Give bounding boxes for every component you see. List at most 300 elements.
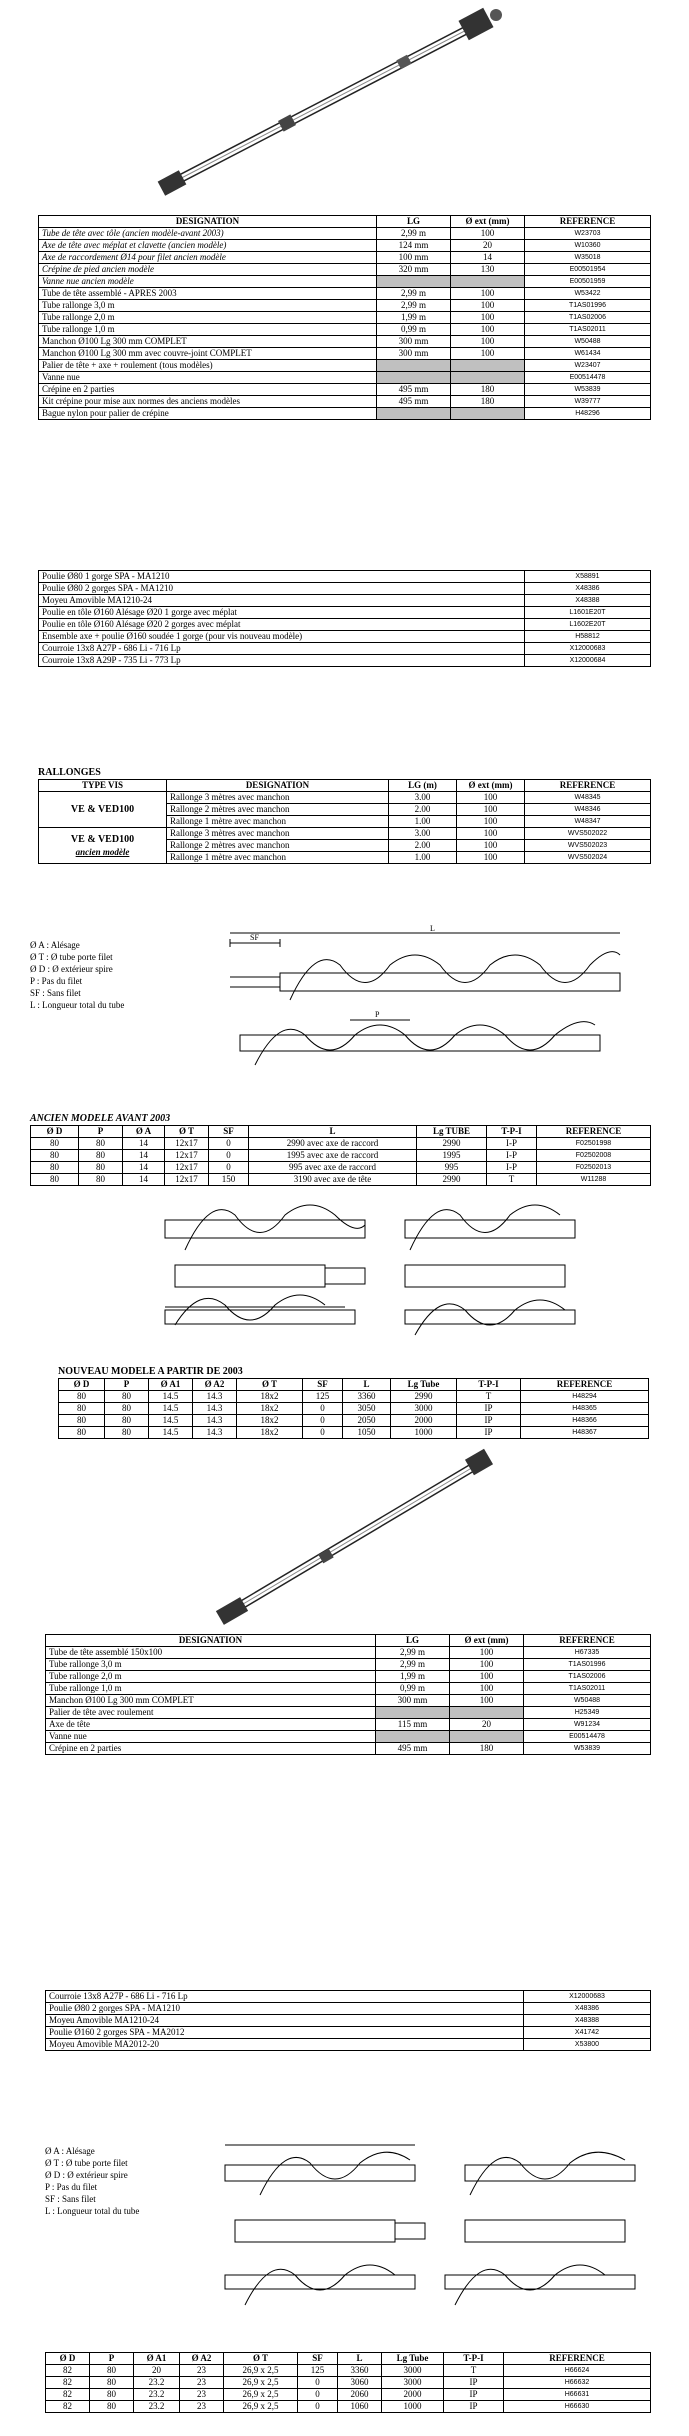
cell: 1.00 <box>389 816 457 828</box>
cell: 82 <box>46 2365 90 2377</box>
col-header: T-P-I <box>457 1379 521 1391</box>
col-header: Lg Tube <box>382 2353 444 2365</box>
table-row <box>39 252 651 264</box>
cell: 12x17 <box>165 1138 209 1150</box>
col-header: P <box>90 2353 134 2365</box>
cell: 14 <box>123 1162 165 1174</box>
lg-cell: 320 mm <box>377 264 451 276</box>
reference-cell: X12000683 <box>525 643 651 655</box>
cell: 3360 <box>338 2365 382 2377</box>
reference-cell: W53839 <box>525 384 651 396</box>
lg-cell: 2,99 m <box>376 1647 450 1659</box>
cell: W48347 <box>525 816 651 828</box>
table-row <box>46 2377 651 2389</box>
table-row <box>39 384 651 396</box>
legend-item: Ø A : Alésage <box>30 940 80 950</box>
designation-cell: Moyeu Amovible MA1210-24 <box>39 595 525 607</box>
ext-cell: 130 <box>451 264 525 276</box>
rallonges-table <box>38 779 651 864</box>
cell: 2.00 <box>389 840 457 852</box>
cell: 23 <box>180 2389 224 2401</box>
col-header: Ø A <box>123 1126 165 1138</box>
cell: 14.5 <box>149 1415 193 1427</box>
col-reference: REFERENCE <box>525 216 651 228</box>
cell: IP <box>457 1403 521 1415</box>
ancien-modele-table <box>30 1125 651 1186</box>
legend-item: P : Pas du filet <box>30 976 83 986</box>
cell: 3050 <box>343 1403 391 1415</box>
cell: 80 <box>79 1174 123 1186</box>
cell: 14.3 <box>193 1391 237 1403</box>
cell: 14 <box>123 1150 165 1162</box>
cell: W11288 <box>537 1174 651 1186</box>
legend-item: Ø D : Ø extérieur spire <box>30 964 113 974</box>
table-row <box>39 792 651 804</box>
cell: Rallonge 1 mètre avec manchon <box>167 816 389 828</box>
designation-cell: Tube rallonge 3,0 m <box>46 1659 376 1671</box>
reference-cell: W39777 <box>525 396 651 408</box>
designation-cell: Crépine de pied ancien modèle <box>39 264 377 276</box>
reference-cell: H48296 <box>525 408 651 420</box>
table-row <box>46 1659 651 1671</box>
table-row <box>39 348 651 360</box>
legend-item: Ø A : Alésage <box>45 2146 95 2156</box>
col-header: SF <box>209 1126 249 1138</box>
lg-cell: 300 mm <box>376 1695 450 1707</box>
table-row <box>46 2003 651 2015</box>
table-row <box>39 288 651 300</box>
reference-cell: W50488 <box>524 1695 651 1707</box>
cell: Rallonge 2 mètres avec manchon <box>167 840 389 852</box>
type-vis-label: VE & VED100 <box>70 833 135 845</box>
cell: IP <box>444 2401 504 2413</box>
table-row <box>39 631 651 643</box>
col-header: P <box>79 1126 123 1138</box>
cell: 0 <box>303 1403 343 1415</box>
lg-cell <box>377 372 451 384</box>
type-vis-cell <box>39 828 167 864</box>
designation-cell: Moyeu Amovible MA1210-24 <box>46 2015 524 2027</box>
ext-cell: 100 <box>451 348 525 360</box>
cell: 80 <box>90 2401 134 2413</box>
auger-illustration-mid <box>210 1445 510 1630</box>
ext-cell <box>451 360 525 372</box>
label-p: P <box>375 1010 380 1019</box>
lg-cell: 2,99 m <box>377 288 451 300</box>
cell: Rallonge 1 mètre avec manchon <box>167 852 389 864</box>
col-ext: Ø ext (mm) <box>457 780 525 792</box>
col-header: SF <box>298 2353 338 2365</box>
designation-cell: Vanne nue <box>39 372 377 384</box>
designation-cell: Courroie 13x8 A27P - 686 Li - 716 Lp <box>46 1991 524 2003</box>
col-header: Ø D <box>46 2353 90 2365</box>
cell: 2990 <box>417 1138 487 1150</box>
reference-cell: X41742 <box>524 2027 651 2039</box>
cell: 0 <box>209 1150 249 1162</box>
cell: 2990 <box>391 1391 457 1403</box>
cell: H48366 <box>521 1415 649 1427</box>
screw-drawing-3 <box>215 2135 650 2340</box>
cell: 14.3 <box>193 1403 237 1415</box>
table-row <box>39 396 651 408</box>
cell: F02501998 <box>537 1138 651 1150</box>
cell: 82 <box>46 2401 90 2413</box>
table-row <box>39 240 651 252</box>
reference-cell: W50488 <box>525 336 651 348</box>
designation-cell: Tube rallonge 2,0 m <box>39 312 377 324</box>
lg-cell: 2,99 m <box>377 300 451 312</box>
table-header-row <box>39 216 651 228</box>
cell: W48346 <box>525 804 651 816</box>
reference-cell: E00514478 <box>524 1731 651 1743</box>
reference-cell: T1AS02006 <box>525 312 651 324</box>
cell: H66624 <box>504 2365 651 2377</box>
cell: 80 <box>59 1391 105 1403</box>
col-header: Ø A1 <box>134 2353 180 2365</box>
cell: 2050 <box>343 1415 391 1427</box>
table-row <box>59 1415 649 1427</box>
reference-cell: E00501954 <box>525 264 651 276</box>
cell: 1060 <box>338 2401 382 2413</box>
cell: 14.3 <box>193 1415 237 1427</box>
cell: 14 <box>123 1174 165 1186</box>
legend-2 <box>45 2145 139 2217</box>
cell: 26,9 x 2,5 <box>224 2377 298 2389</box>
col-header: REFERENCE <box>504 2353 651 2365</box>
ext-cell: 100 <box>451 312 525 324</box>
designation-cell: Palier de tête avec roulement <box>46 1707 376 1719</box>
table-row <box>39 300 651 312</box>
reference-cell: W23407 <box>525 360 651 372</box>
cell: 12x17 <box>165 1162 209 1174</box>
col-type-vis: TYPE VIS <box>39 780 167 792</box>
cell: I-P <box>487 1138 537 1150</box>
ext-cell: 100 <box>451 300 525 312</box>
cell: F02502008 <box>537 1150 651 1162</box>
col-header: REFERENCE <box>537 1126 651 1138</box>
ext-cell: 180 <box>450 1743 524 1755</box>
designation-cell: Tube de tête avec tôle (ancien modèle-avant 2003) <box>39 228 377 240</box>
designation-cell: Poulie en tôle Ø160 Alésage Ø20 2 gorges avec méplat <box>39 619 525 631</box>
lg-cell: 124 mm <box>377 240 451 252</box>
nouveau-title: NOUVEAU MODELE A PARTIR DE 2003 <box>58 1366 243 1377</box>
ext-cell <box>450 1731 524 1743</box>
cell: 80 <box>59 1415 105 1427</box>
cell: 80 <box>79 1162 123 1174</box>
lg-cell: 300 mm <box>377 348 451 360</box>
reference-cell: X48388 <box>524 2015 651 2027</box>
cell: 23.2 <box>134 2389 180 2401</box>
table-row <box>46 1683 651 1695</box>
cell: 100 <box>457 792 525 804</box>
legend-item: Ø T : Ø tube porte filet <box>30 952 113 962</box>
col-designation: DESIGNATION <box>167 780 389 792</box>
col-designation: DESIGNATION <box>39 216 377 228</box>
cell: 3190 avec axe de tête <box>249 1174 417 1186</box>
table-row <box>46 2039 651 2051</box>
cell: 80 <box>90 2389 134 2401</box>
table-row <box>39 595 651 607</box>
cell: F02502013 <box>537 1162 651 1174</box>
reference-cell: W53422 <box>525 288 651 300</box>
cell: 26,9 x 2,5 <box>224 2389 298 2401</box>
screw-drawing-2 <box>155 1195 595 1360</box>
cell: T <box>457 1391 521 1403</box>
cell: 1000 <box>382 2401 444 2413</box>
ext-cell <box>451 276 525 288</box>
table-row <box>39 643 651 655</box>
legend-item: SF : Sans filet <box>30 988 81 998</box>
cell: 100 <box>457 804 525 816</box>
cell: 82 <box>46 2377 90 2389</box>
cell: 0 <box>209 1138 249 1150</box>
lg-cell: 1,99 m <box>377 312 451 324</box>
cell: 20 <box>134 2365 180 2377</box>
designation-cell: Poulie en tôle Ø160 Alésage Ø20 1 gorge avec méplat <box>39 607 525 619</box>
cell: 3060 <box>338 2377 382 2389</box>
designation-cell: Tube rallonge 1,0 m <box>39 324 377 336</box>
ext-cell: 180 <box>451 396 525 408</box>
legend-1 <box>30 939 124 1011</box>
table-row <box>46 2027 651 2039</box>
designation-cell: Crépine en 2 parties <box>46 1743 376 1755</box>
table-header-row <box>31 1126 651 1138</box>
ancien-title: ANCIEN MODELE AVANT 2003 <box>30 1113 171 1124</box>
parts-table-new-model <box>45 1634 651 1755</box>
reference-cell: T1AS01996 <box>524 1659 651 1671</box>
cell: 23 <box>180 2377 224 2389</box>
cell: WVS502024 <box>525 852 651 864</box>
cell: 1995 <box>417 1150 487 1162</box>
cell: 3.00 <box>389 792 457 804</box>
final-screw-table <box>45 2352 651 2413</box>
pulley-belt-table-2 <box>45 1990 651 2051</box>
cell: 2.00 <box>389 804 457 816</box>
cell: 80 <box>105 1403 149 1415</box>
col-header: Ø A1 <box>149 1379 193 1391</box>
lg-cell <box>376 1731 450 1743</box>
lg-cell: 2,99 m <box>377 228 451 240</box>
cell: 18x2 <box>237 1415 303 1427</box>
lg-cell: 115 mm <box>376 1719 450 1731</box>
cell: 0 <box>303 1415 343 1427</box>
cell: 23 <box>180 2365 224 2377</box>
table-row <box>39 324 651 336</box>
cell: 80 <box>31 1174 79 1186</box>
cell: 80 <box>105 1415 149 1427</box>
lg-cell: 495 mm <box>376 1743 450 1755</box>
cell: 80 <box>31 1150 79 1162</box>
cell: 2000 <box>382 2389 444 2401</box>
cell: 80 <box>90 2377 134 2389</box>
cell: 3360 <box>343 1391 391 1403</box>
reference-cell: H67335 <box>524 1647 651 1659</box>
cell: 80 <box>79 1150 123 1162</box>
cell: WVS502023 <box>525 840 651 852</box>
reference-cell: T1AS02011 <box>524 1683 651 1695</box>
cell: 1.00 <box>389 852 457 864</box>
legend-item: SF : Sans filet <box>45 2194 96 2204</box>
type-vis-cell: VE & VED100 <box>39 792 167 828</box>
designation-cell: Bague nylon pour palier de crépine <box>39 408 377 420</box>
table-row <box>31 1162 651 1174</box>
designation-cell: Manchon Ø100 Lg 300 mm COMPLET <box>39 336 377 348</box>
table-row <box>39 372 651 384</box>
table-row <box>46 1707 651 1719</box>
ext-cell <box>451 372 525 384</box>
designation-cell: Vanne nue <box>46 1731 376 1743</box>
cell: 0 <box>298 2389 338 2401</box>
col-lg: LG (m) <box>389 780 457 792</box>
designation-cell: Manchon Ø100 Lg 300 mm COMPLET <box>46 1695 376 1707</box>
lg-cell: 1,99 m <box>376 1671 450 1683</box>
designation-cell: Poulie Ø80 1 gorge SPA - MA1210 <box>39 571 525 583</box>
reference-cell: X12000683 <box>524 1991 651 2003</box>
table-header-row <box>39 780 651 792</box>
col-header: SF <box>303 1379 343 1391</box>
table-row <box>39 828 651 840</box>
table-row <box>39 619 651 631</box>
designation-cell: Kit crépine pour mise aux normes des anciens modèles <box>39 396 377 408</box>
ext-cell <box>450 1707 524 1719</box>
designation-cell: Axe de tête avec méplat et clavette (ancien modèle) <box>39 240 377 252</box>
cell: 3000 <box>382 2377 444 2389</box>
cell: Rallonge 3 mètres avec manchon <box>167 792 389 804</box>
designation-cell: Poulie Ø80 2 gorges SPA - MA1210 <box>46 2003 524 2015</box>
lg-cell <box>377 276 451 288</box>
col-header: L <box>338 2353 382 2365</box>
cell: 100 <box>457 816 525 828</box>
cell: H48294 <box>521 1391 649 1403</box>
designation-cell: Poulie Ø80 2 gorges SPA - MA1210 <box>39 583 525 595</box>
label-sf: SF <box>250 933 259 942</box>
cell: 23.2 <box>134 2401 180 2413</box>
reference-cell: W23703 <box>525 228 651 240</box>
table-row <box>46 2365 651 2377</box>
table-row <box>39 655 651 667</box>
ext-cell: 100 <box>450 1659 524 1671</box>
cell: H66631 <box>504 2389 651 2401</box>
table-row <box>39 408 651 420</box>
table-header-row <box>46 2353 651 2365</box>
cell: Rallonge 3 mètres avec manchon <box>167 828 389 840</box>
cell: 12x17 <box>165 1174 209 1186</box>
reference-cell: E00501959 <box>525 276 651 288</box>
cell: WVS502022 <box>525 828 651 840</box>
reference-cell: T1AS02006 <box>524 1671 651 1683</box>
table-row <box>39 312 651 324</box>
cell: 14.5 <box>149 1427 193 1439</box>
cell: 3000 <box>391 1403 457 1415</box>
table-row <box>39 360 651 372</box>
table-row <box>46 2401 651 2413</box>
cell: 80 <box>31 1138 79 1150</box>
cell: 18x2 <box>237 1391 303 1403</box>
reference-cell: X48386 <box>525 583 651 595</box>
designation-cell: Manchon Ø100 Lg 300 mm avec couvre-joint COMPLET <box>39 348 377 360</box>
cell: 14 <box>123 1138 165 1150</box>
ext-cell: 100 <box>451 324 525 336</box>
cell: 1995 avec axe de raccord <box>249 1150 417 1162</box>
legend-item: Ø T : Ø tube porte filet <box>45 2158 128 2168</box>
reference-cell: H58812 <box>525 631 651 643</box>
reference-cell: T1AS02011 <box>525 324 651 336</box>
cell: 995 avec axe de raccord <box>249 1162 417 1174</box>
designation-cell: Courroie 13x8 A27P - 686 Li - 716 Lp <box>39 643 525 655</box>
cell: IP <box>444 2389 504 2401</box>
rallonges-title: RALLONGES <box>38 767 101 778</box>
table-row <box>46 2389 651 2401</box>
cell: 80 <box>31 1162 79 1174</box>
cell: 80 <box>90 2365 134 2377</box>
table-row <box>39 336 651 348</box>
designation-cell: Tube de tête assemblé - APRES 2003 <box>39 288 377 300</box>
table-row <box>59 1427 649 1439</box>
col-header: T-P-I <box>444 2353 504 2365</box>
screw-drawing-1 <box>220 925 650 1100</box>
lg-cell <box>376 1707 450 1719</box>
col-header: L <box>249 1126 417 1138</box>
cell: 2060 <box>338 2389 382 2401</box>
lg-cell <box>377 408 451 420</box>
col-header: Ø A2 <box>180 2353 224 2365</box>
table-row <box>59 1403 649 1415</box>
table-row <box>46 1695 651 1707</box>
cell: 125 <box>303 1391 343 1403</box>
nouveau-modele-table <box>58 1378 649 1439</box>
ext-cell <box>451 408 525 420</box>
cell: W48345 <box>525 792 651 804</box>
reference-cell: W61434 <box>525 348 651 360</box>
reference-cell: X48388 <box>525 595 651 607</box>
table-row <box>31 1174 651 1186</box>
table-row <box>46 1991 651 2003</box>
col-ext: Ø ext (mm) <box>450 1635 524 1647</box>
table-row <box>39 228 651 240</box>
table-row <box>59 1391 649 1403</box>
ext-cell: 100 <box>451 336 525 348</box>
cell: 23 <box>180 2401 224 2413</box>
table-row <box>46 2015 651 2027</box>
ext-cell: 100 <box>450 1671 524 1683</box>
table-row <box>39 583 651 595</box>
table-row <box>31 1138 651 1150</box>
designation-cell: Ensemble axe + poulie Ø160 soudée 1 gorge (pour vis nouveau modèle) <box>39 631 525 643</box>
designation-cell: Palier de tête + axe + roulement (tous modèles) <box>39 360 377 372</box>
cell: 23.2 <box>134 2377 180 2389</box>
table-row <box>46 1719 651 1731</box>
cell: 100 <box>457 828 525 840</box>
col-header: Ø T <box>165 1126 209 1138</box>
designation-cell: Tube rallonge 3,0 m <box>39 300 377 312</box>
legend-item: Ø D : Ø extérieur spire <box>45 2170 128 2180</box>
cell: 14.3 <box>193 1427 237 1439</box>
cell: 3000 <box>382 2365 444 2377</box>
reference-cell: T1AS01996 <box>525 300 651 312</box>
col-header: Lg TUBE <box>417 1126 487 1138</box>
cell: 125 <box>298 2365 338 2377</box>
reference-cell: W35018 <box>525 252 651 264</box>
legend-item: L : Longueur total du tube <box>45 2206 140 2216</box>
cell: 100 <box>457 840 525 852</box>
cell: H48367 <box>521 1427 649 1439</box>
table-row <box>46 1731 651 1743</box>
col-header: T-P-I <box>487 1126 537 1138</box>
designation-cell: Tube de tête assemblé 150x100 <box>46 1647 376 1659</box>
cell: IP <box>457 1415 521 1427</box>
lg-cell: 2,99 m <box>376 1659 450 1671</box>
cell: 0 <box>209 1162 249 1174</box>
